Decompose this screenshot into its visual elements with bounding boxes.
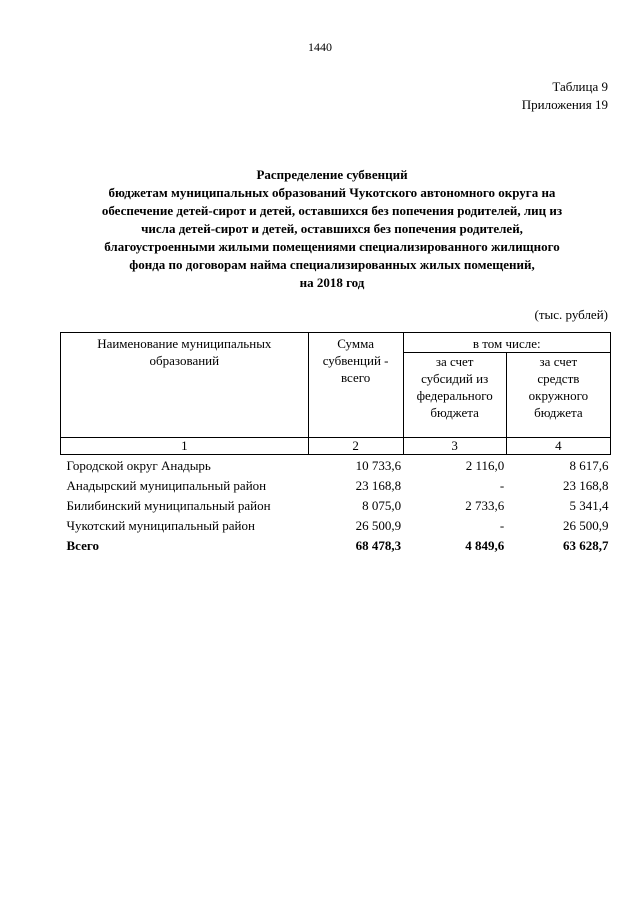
total-row (61, 535, 611, 555)
total-value: 68 478,3 (355, 538, 402, 553)
title-line4: числа детей-сирот и детей, оставшихся без попечения родителей, (141, 221, 523, 236)
column-number: 1 (61, 438, 309, 455)
header-row (61, 333, 611, 353)
table-row (61, 475, 611, 495)
units-label: (тыс. рублей) (534, 307, 608, 322)
federal-value: - (499, 478, 505, 493)
municipality-name: Городской округ Анадырь (66, 458, 211, 473)
federal-value: 2 733,6 (465, 498, 505, 513)
column-number: 3 (403, 438, 506, 455)
title-line6: фонда по договорам найма специализированных жилых помещений, (129, 257, 535, 272)
header-federal-line2: субсидий из (421, 371, 489, 386)
header-total (308, 333, 403, 438)
regional-value: 26 500,9 (563, 518, 609, 533)
header-municipality (61, 333, 309, 438)
header-federal (403, 353, 506, 438)
header-regional-line2: средств (537, 371, 580, 386)
page-number: 1440 (308, 40, 332, 54)
header-regional (506, 353, 610, 438)
header-regional-line4: бюджета (534, 405, 583, 420)
column-number: 2 (308, 438, 403, 455)
header-regional-line3: окружного (528, 388, 589, 403)
federal-value: 4 849,6 (465, 538, 505, 553)
title-line7: на 2018 год (299, 275, 365, 290)
header-federal-line4: бюджета (430, 405, 479, 420)
table-ref-line1: Таблица 9 (552, 79, 608, 94)
regional-value: 23 168,8 (563, 478, 609, 493)
title-line3: обеспечение детей-сирот и детей, оставшихся без попечения родителей, лиц из (101, 203, 563, 218)
header-federal-line3: федерального (416, 388, 493, 403)
table-row (61, 495, 611, 515)
document-title (54, 166, 610, 292)
regional-value: 8 617,6 (569, 458, 609, 473)
federal-value: - (499, 518, 505, 533)
title-line1: Распределение субвенций (256, 167, 408, 182)
header-regional-line1: за счет (539, 354, 578, 369)
municipality-name: Анадырский муниципальный район (66, 478, 267, 493)
municipality-name: Чукотский муниципальный район (66, 518, 255, 533)
total-value: 23 168,8 (355, 478, 402, 493)
title-line2: бюджетам муниципальных образований Чукотского автономного округа на (108, 185, 556, 200)
total-label: Всего (66, 538, 99, 553)
header-total-line1: Сумма (337, 336, 374, 351)
subsidy-table (60, 332, 611, 555)
header-federal-line1: за счет (435, 354, 474, 369)
total-value: 10 733,6 (355, 458, 402, 473)
table-reference (522, 78, 608, 114)
total-value: 8 075,0 (362, 498, 402, 513)
table-row (61, 515, 611, 535)
municipality-name: Билибинский муниципальный район (66, 498, 271, 513)
column-number: 4 (506, 438, 610, 455)
regional-value: 63 628,7 (563, 538, 609, 553)
header-total-line2: субвенций - (322, 353, 389, 368)
header-municipality-line2: образований (149, 353, 220, 368)
regional-value: 5 341,4 (569, 498, 609, 513)
header-including-group: в том числе: (403, 333, 610, 353)
title-line5: благоустроенными жилыми помещениями специализированного жилищного (104, 239, 560, 254)
total-value: 26 500,9 (355, 518, 402, 533)
federal-value: 2 116,0 (465, 458, 505, 473)
table-ref-line2: Приложения 19 (521, 97, 608, 112)
column-number-row (61, 438, 611, 455)
header-total-line3: всего (340, 370, 371, 385)
table-row (61, 455, 611, 476)
header-municipality-line1: Наименование муниципальных (97, 336, 272, 351)
